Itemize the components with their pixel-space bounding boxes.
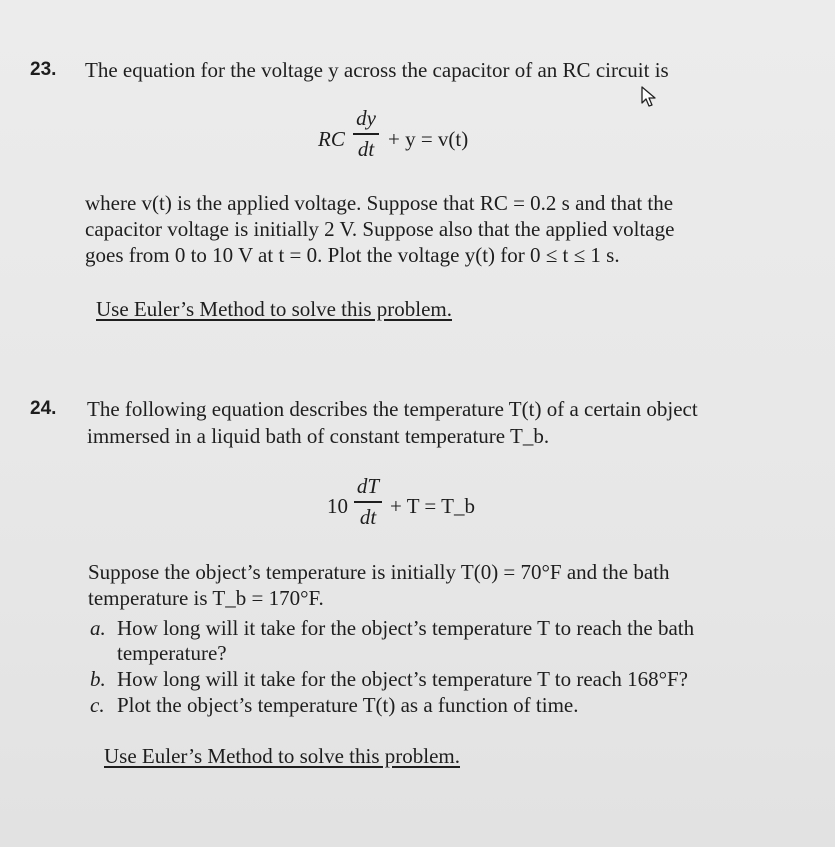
eq24-numerator: dT	[356, 474, 380, 498]
eq23-denominator: dt	[357, 136, 375, 161]
part-b-line-1: How long will it take for the object’s temperature T to reach 168°F?	[117, 667, 688, 691]
problem-23-statement: The equation for the voltage y across the capacitor of an RC circuit is	[85, 58, 669, 82]
problem-23-number: 23.	[30, 59, 57, 80]
eq23-prefix: RC	[318, 127, 345, 151]
problem-24-number: 24.	[30, 398, 57, 419]
eq23-rhs: + y = v(t)	[388, 127, 469, 151]
fraction-bar	[354, 501, 382, 503]
mouse-pointer-icon	[640, 86, 658, 113]
problem-24-statement-1: The following equation describes the temperature T(t) of a certain object	[87, 397, 698, 421]
problem-24-line-2: temperature is T_b = 170°F.	[88, 586, 324, 610]
problem-23-instruction: Use Euler’s Method to solve this problem.	[96, 297, 452, 321]
problem-23-line-2: capacitor voltage is initially 2 V. Suppose also that the applied voltage	[85, 217, 675, 241]
problem-23-line-3: goes from 0 to 10 V at t = 0. Plot the voltage y(t) for 0 ≤ t ≤ 1 s.	[85, 243, 620, 267]
part-c-line-1: Plot the object’s temperature T(t) as a function of time.	[117, 693, 579, 717]
eq23-numerator: dy	[356, 106, 376, 130]
part-a-line-1: How long will it take for the object’s temperature T to reach the bath	[117, 616, 695, 640]
problem-24-line-1: Suppose the object’s temperature is initially T(0) = 70°F and the bath	[88, 560, 670, 584]
eq24-rhs: + T = T_b	[390, 494, 475, 518]
eq24-coefficient: 10	[327, 494, 348, 518]
part-a-line-2: temperature?	[117, 641, 227, 665]
eq24-denominator: dt	[359, 504, 377, 529]
problem-23-line-1: where v(t) is the applied voltage. Suppose that RC = 0.2 s and that the	[85, 191, 674, 215]
eq23-fraction	[353, 106, 379, 162]
fraction-bar	[353, 133, 379, 135]
eq24-fraction	[354, 474, 382, 530]
problem-24-instruction: Use Euler’s Method to solve this problem.	[104, 744, 460, 768]
part-c-label: c.	[90, 693, 105, 717]
part-a-label: a.	[90, 616, 106, 640]
problem-24-statement-2: immersed in a liquid bath of constant temperature T_b.	[87, 424, 550, 448]
part-b-label: b.	[90, 667, 106, 691]
